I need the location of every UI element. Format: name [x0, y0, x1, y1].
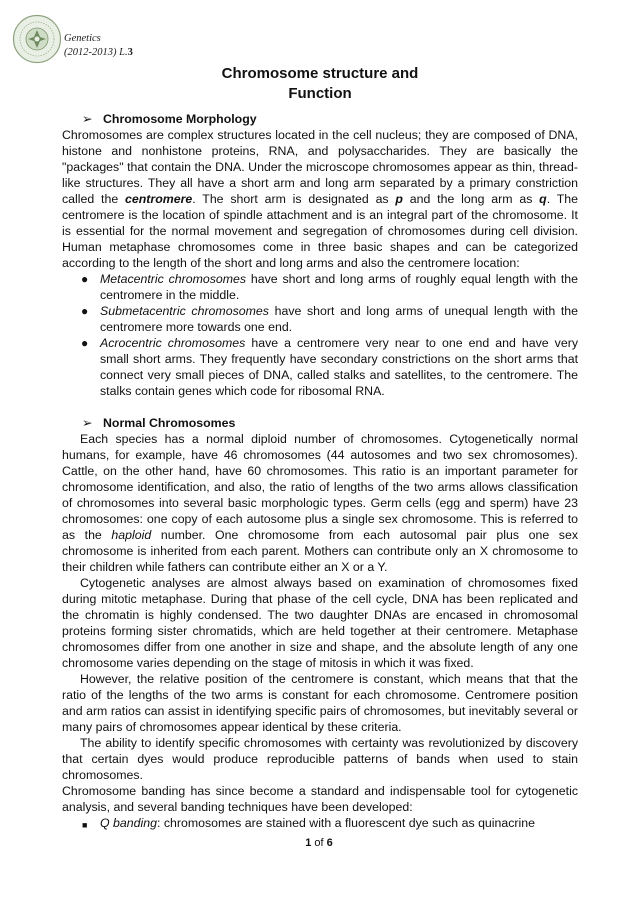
- course-header: [64, 32, 133, 60]
- bullet-dot-icon: ●: [81, 336, 89, 350]
- bullet-dot-icon: ●: [81, 272, 89, 286]
- paragraph-normal-2: Cytogenetic analyses are almost always based on examination of chromosomes fixed during mitotic metaphase. During that phase of the cell cycle, DNA has been replicated and the chromatin is highly condensed. The two daughter DNAs are encased in chromosomal proteins forming sister chromatids, which are held together at their centromere. Metaphase chromosomes differ from one another in size and shape, and the absolute length of any one chromosome varies depending on the stage of mitosis in which it was fixed.: [62, 576, 578, 670]
- list-item: ● Acrocentric chromosomes have a centromere very near to one end and have very small short arms. They frequently have secondary constrictions on the short arms that connect very small pieces of DNA, called stalks and satellites, to the centromere. The stalks contain genes which code for ribosomal RNA.: [81, 336, 578, 398]
- square-bullet-icon: ■: [82, 820, 88, 830]
- section-heading-normal: ➢ Normal Chromosomes: [82, 416, 236, 430]
- title-line-2: Function: [288, 85, 352, 102]
- title-line-1: Chromosome structure and: [221, 65, 419, 82]
- list-item: ● Metacentric chromosomes have short and long arms of roughly equal length with the centromere in the middle.: [81, 272, 578, 302]
- banding-technique-list: [62, 815, 578, 831]
- course-year: (2012-2013) L.3: [64, 47, 133, 58]
- paragraph-normal-5: Chromosome banding has since become a standard and indispensable tool for cytogenetic analysis, and several banding techniques have been developed:: [62, 784, 578, 814]
- course-name: Genetics: [64, 33, 101, 44]
- arrow-bullet-icon: ➢: [82, 416, 93, 430]
- list-item: ■ Q banding: chromosomes are stained with a fluorescent dye such as quinacrine: [62, 815, 578, 831]
- paragraph-normal-1: Each species has a normal diploid number of chromosomes. Cytogenetically normal humans, for example, have 46 chromosomes (44 autosomes and two sex chromosomes). Cattle, on the other hand, have 60 chromosomes. This ratio is an important parameter for chromosome identification, and also, the ratio of lengths of the two arms allows classification of chromosomes into several basic morphologic types. Germ cells (egg and sperm) have 23 chromosomes: one copy of each autosome plus a single sex chromosome. This is referred to as the haploid number. One chromosome from each autosomal pair plus one sex chromosome is inherited from each parent. Mothers can contribute only an X chromosome to their children while fathers can contribute either an X or a Y.: [62, 432, 579, 574]
- list-item: ● Submetacentric chromosomes have short and long arms of unequal length with the centromere more towards one end.: [81, 304, 578, 334]
- page-number: 1 of 6: [305, 837, 333, 849]
- paragraph-normal-3: However, the relative position of the centromere is constant, which means that that the ratio of the lengths of the two arms is constant for each chromosome. Centromere position and arm ratios can assist in identifying specific pairs of chromosomes, but inevitably several or many pairs of chromosomes appear identical by these criteria.: [62, 672, 578, 734]
- paragraph-morphology: Chromosomes are complex structures located in the cell nucleus; they are composed of DNA, histone and nonhistone proteins, RNA, and polysaccharides. They are basically the "packages" that contain the DNA. Under the microscope chromosomes appear as thin, thread-like structures. They all have a short arm and long arm separated by a primary constriction called the centromere. The short arm is designated as p and the long arm as q. The centromere is the location of spindle attachment and is an integral part of the chromosome. It is essential for the normal movement and segregation of chromosomes during cell division. Human metaphase chromosomes come in three basic shapes and can be categorized according to the length of the short and long arms and also the centromere location:: [62, 128, 578, 270]
- document-body: [62, 111, 578, 831]
- university-seal-logo: [12, 14, 62, 64]
- bullet-dot-icon: ●: [81, 304, 89, 318]
- chromosome-shape-list: [62, 271, 578, 399]
- section-heading-morphology: ➢ Chromosome Morphology: [82, 112, 257, 126]
- arrow-bullet-icon: ➢: [82, 112, 93, 126]
- page-title: [170, 64, 470, 104]
- paragraph-normal-4: The ability to identify specific chromosomes with certainty was revolutionized by discovery that certain dyes would produce reproducible patterns of bands when used to stain chromosomes.: [62, 736, 578, 782]
